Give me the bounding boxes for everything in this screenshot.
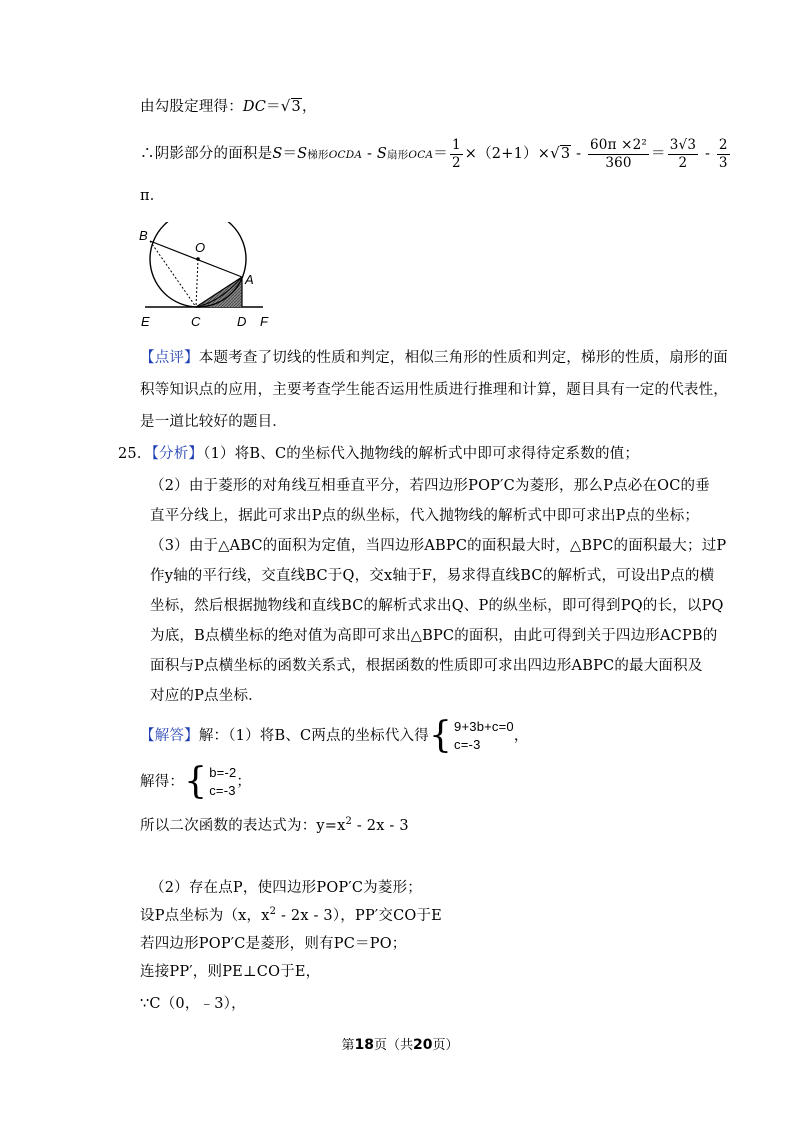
label-d: D — [237, 314, 247, 329]
label-b: B — [139, 228, 148, 243]
center-point-o — [196, 257, 200, 261]
equation-system-2: { b=-2 c=-3 — [184, 761, 237, 802]
comment-line-3: 是一道比较好的题目． — [140, 414, 287, 430]
analysis-3b: 作y轴的平行线，交直线BC于Q，交x轴于F，易求得直线BC的解析式，可设出P点的横 — [150, 568, 715, 584]
analysis-3e: 面积与P点横坐标的函数关系式，根据函数的性质即可求出四边形ABPC的最大面积及 — [150, 658, 703, 674]
answer-step-2: 解得： { b=-2 c=-3 ； — [140, 761, 252, 802]
answer-tag: 【解答】 — [140, 728, 199, 744]
label-f: F — [260, 314, 268, 329]
pythagoras-line: 由勾股定理得：DC＝√3， — [140, 97, 317, 115]
circle-geometry-figure — [135, 222, 275, 332]
analysis-3c: 坐标，然后根据抛物线和直线BC的解析式求出Q、P的纵坐标，即可得到PQ的长，以PQ — [150, 598, 724, 614]
pi-line: π． — [140, 188, 165, 204]
comment-line-1: 【点评】本题考查了切线的性质和判定，相似三角形的性质和判定，梯形的性质，扇形的面 — [140, 350, 729, 366]
dashed-oc — [196, 259, 198, 307]
shaded-area-formula: ∴阴影部分的面积是S＝S梯形OCDA - S扇形OCA＝ $\frac{1}{2}$ ×（2+1）×√3 - $\frac{\text{60π ×2²}}{360}$ ＝ $\frac{3√3}{2}$ - $\frac{2}{3}$ — [140, 136, 728, 171]
analysis-2b: 直平分线上，据此可求出P点的纵坐标，代入抛物线的解析式中即可求出P点的坐标； — [150, 508, 700, 524]
analysis-tag: 【分析】 — [151, 446, 204, 462]
fraction-3root3-over-2: $\frac{3√3}{2}$ — [669, 136, 697, 171]
label-o: O — [195, 240, 206, 255]
part2-line-5: ∵C（0，﹣3）， — [140, 996, 246, 1012]
total-pages: 20 — [413, 1037, 433, 1053]
analysis-3f: 对应的P点坐标． — [150, 688, 263, 704]
analysis-3d: 为底，B点横坐标的绝对值为高即可求出△BPC的面积，由此可得到关于四边形ACPB的 — [150, 628, 718, 644]
part2-line-2: 设P点坐标为（x，$x^2 - 2x - 3$），PP′交CO于E — [140, 906, 442, 924]
page-footer: 第18页（共20页） — [341, 1037, 459, 1053]
sqrt-3: √3 — [280, 97, 301, 115]
quadratic-expression: 所以二次函数的表达式为：$y=x^2 - 2x - 3$ — [140, 816, 409, 834]
part2-line-3: 若四边形POP′C是菱形，则有PC＝PO； — [140, 936, 407, 952]
fraction-one-half: $\frac{1}{2}$ — [451, 136, 461, 171]
part2-line-1: （2）存在点P，使四边形POP′C为菱形； — [150, 880, 422, 896]
dashed-bc — [150, 241, 196, 307]
equation-system-1: { 9+3b+c=0 c=-3 — [428, 715, 514, 756]
part2-line-4: 连接PP′，则PE⊥CO于E， — [140, 964, 321, 980]
analysis-3a: （3）由于△ABC的面积为定值，当四边形ABPC的面积最大时，△BPC的面积最大；过P — [150, 538, 727, 554]
analysis-2a: （2）由于菱形的对角线互相垂直平分，若四边形POP′C为菱形，那么P点必在OC的垂 — [150, 478, 710, 494]
comment-tag: 【点评】 — [140, 350, 199, 366]
page-number: 18 — [354, 1037, 374, 1053]
label-e: E — [141, 314, 150, 329]
comment-line-2: 积等知识点的应用，主要考查学生能否运用性质进行推理和计算，题目具有一定的代表性， — [140, 382, 728, 398]
fraction-two-thirds: $\frac{2}{3}$ — [718, 136, 728, 171]
answer-step-1: 【解答】解：（1）将B、C两点的坐标代入得 { 9+3b+c=0 c=-3 ， — [140, 715, 529, 756]
label-a: A — [245, 272, 254, 287]
q25-analysis-line-1: 25．【分析】（1）将B、C的坐标代入抛物线的解析式中即可求得待定系数的值； — [118, 446, 640, 462]
fraction-sector: $\frac{\text{60π ×2²}}{360}$ — [589, 136, 648, 171]
label-c: C — [191, 314, 201, 329]
